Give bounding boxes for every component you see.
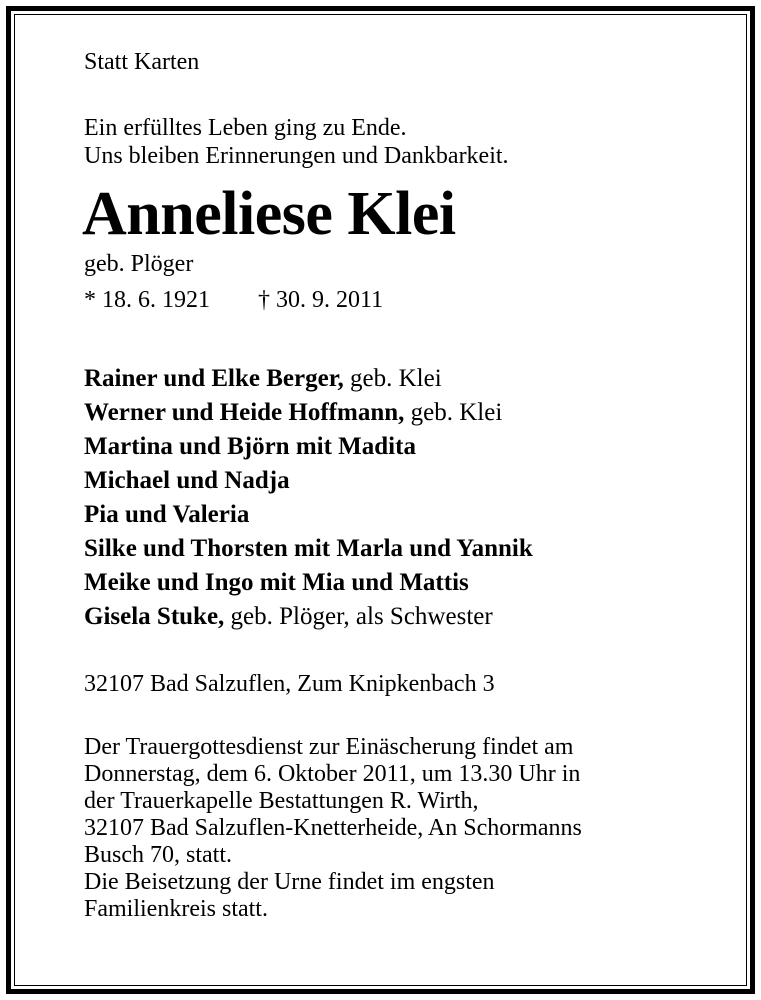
- deceased-name: Anneliese Klei: [82, 180, 456, 248]
- mourner-names: Martina und Björn mit Madita: [84, 433, 416, 460]
- mourner-note: geb. Plöger, als Schwester: [224, 603, 493, 630]
- service-line: Der Trauergottesdienst zur Einäscherung findet am: [84, 734, 574, 760]
- family-address: 32107 Bad Salzuflen, Zum Knipkenbach 3: [84, 671, 495, 697]
- mourner-names: Meike und Ingo mit Mia und Mattis: [84, 569, 469, 596]
- mourner-note: geb. Klei: [343, 365, 442, 392]
- mourner-line: [84, 464, 734, 498]
- mourner-names: Pia und Valeria: [84, 501, 250, 528]
- mourner-line: [84, 396, 734, 430]
- mourner-names: Werner und Heide Hoffmann,: [84, 399, 405, 426]
- maiden-name: geb. Plöger: [84, 251, 194, 277]
- service-announcement: [84, 734, 734, 923]
- mourner-names: Rainer und Elke Berger,: [84, 365, 344, 392]
- statt-karten: Statt Karten: [84, 49, 200, 75]
- service-line: Die Beisetzung der Urne findet im engsten: [84, 869, 495, 895]
- mourner-names: Silke und Thorsten mit Marla und Yannik: [84, 535, 533, 562]
- intro-line-1: Ein erfülltes Leben ging zu Ende.: [84, 115, 407, 141]
- mourner-line: [84, 498, 734, 532]
- mourner-names: Michael und Nadja: [84, 467, 290, 494]
- mourner-line: [84, 362, 734, 396]
- obituary-content: [84, 48, 734, 923]
- mourner-names: Gisela Stuke,: [84, 603, 225, 630]
- service-line: 32107 Bad Salzuflen-Knetterheide, An Schormanns: [84, 815, 582, 841]
- mourners-list: [84, 362, 734, 634]
- mourner-line: [84, 532, 734, 566]
- intro-line-2: Uns bleiben Erinnerungen und Dankbarkeit.: [84, 143, 509, 169]
- mourner-line: [84, 566, 734, 600]
- service-line: Busch 70, statt.: [84, 842, 232, 868]
- birth-date: * 18. 6. 1921: [84, 287, 210, 313]
- service-line: Familienkreis statt.: [84, 896, 268, 922]
- service-line: der Trauerkapelle Bestattungen R. Wirth,: [84, 788, 479, 814]
- mourner-line: [84, 430, 734, 464]
- mourner-line: [84, 600, 734, 634]
- death-date: † 30. 9. 2011: [258, 287, 384, 313]
- mourner-note: geb. Klei: [404, 399, 503, 426]
- life-dates: [84, 286, 734, 314]
- service-line: Donnerstag, dem 6. Oktober 2011, um 13.30 Uhr in: [84, 761, 581, 787]
